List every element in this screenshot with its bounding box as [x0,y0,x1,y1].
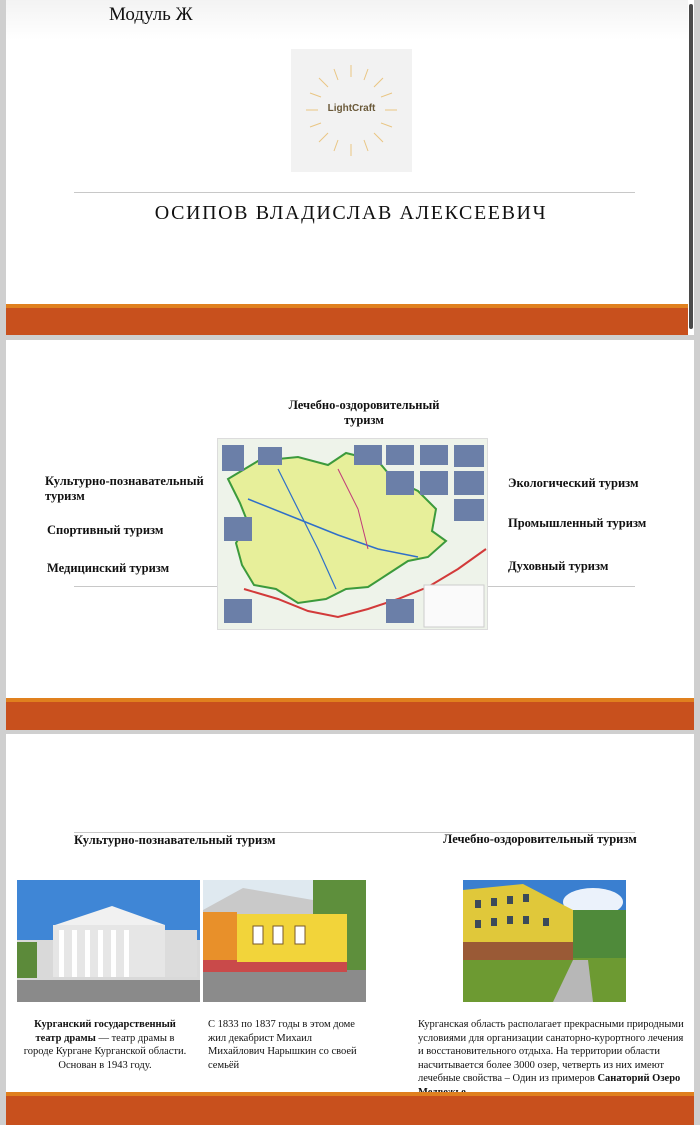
label-health-tourism: Лечебно-оздоровительный туризм [288,398,440,427]
footer-band [6,308,694,335]
sanatorium-photo [463,880,626,1002]
theatre-caption-title: Курганский государственный театр драмы [34,1019,176,1044]
title-divider [74,192,635,193]
label-spiritual-tourism: Духовный туризм [508,559,609,573]
title-slide[interactable] [6,0,694,335]
label-sport-tourism: Спортивный туризм [47,523,164,537]
scrollbar[interactable] [688,0,694,335]
module-title: Модуль Ж [109,4,193,25]
theatre-photo [17,880,200,1002]
heading-cultural-tourism: Культурно-познавательный туризм [74,833,276,847]
sanatorium-caption-name: Санаторий Озеро [597,1073,681,1084]
theatre-caption [20,1018,190,1072]
region-map [217,438,488,630]
footer-band [6,1096,694,1125]
label-eco-tourism: Экологический туризм [508,476,639,490]
house-caption: С 1833 по 1837 годы в этом доме жил декабрист Михаил Михайлович Нарышкин со своей семьёй [208,1019,357,1071]
theatre-caption-text: — театр драмы в городе Кургане Курганской области. Основан в 1943 году. [23,1032,187,1071]
label-industrial-tourism: Промышленный туризм [508,516,647,530]
examples-slide[interactable] [6,734,694,1125]
decembrist-house-photo [203,880,366,1002]
scrollbar-thumb[interactable] [689,4,693,329]
label-cultural-tourism: Культурно-познавательный туризм [45,474,204,503]
sanatorium-caption-text: Курганская область располагает прекрасными природными условиями для организации санаторно-курортного лечения и восстановительного отдыха. На территории области насчитывается более 3000 озер, четверть из них имеют лечебные свойства – Один из примеров [418,1019,684,1084]
tourism-types-slide[interactable] [6,340,694,730]
sanatorium-caption [418,1018,690,1099]
author-name: ОСИПОВ ВЛАДИСЛАВ АЛЕКСЕЕВИЧ [154,202,548,224]
label-medical-tourism: Медицинский туризм [47,561,170,575]
lightcraft-logo [291,49,412,172]
footer-band [6,702,694,730]
heading-health-tourism: Лечебно-оздоровительный туризм [443,832,637,846]
map-graphic [218,439,488,630]
logo-text: LightCraft [327,103,376,114]
